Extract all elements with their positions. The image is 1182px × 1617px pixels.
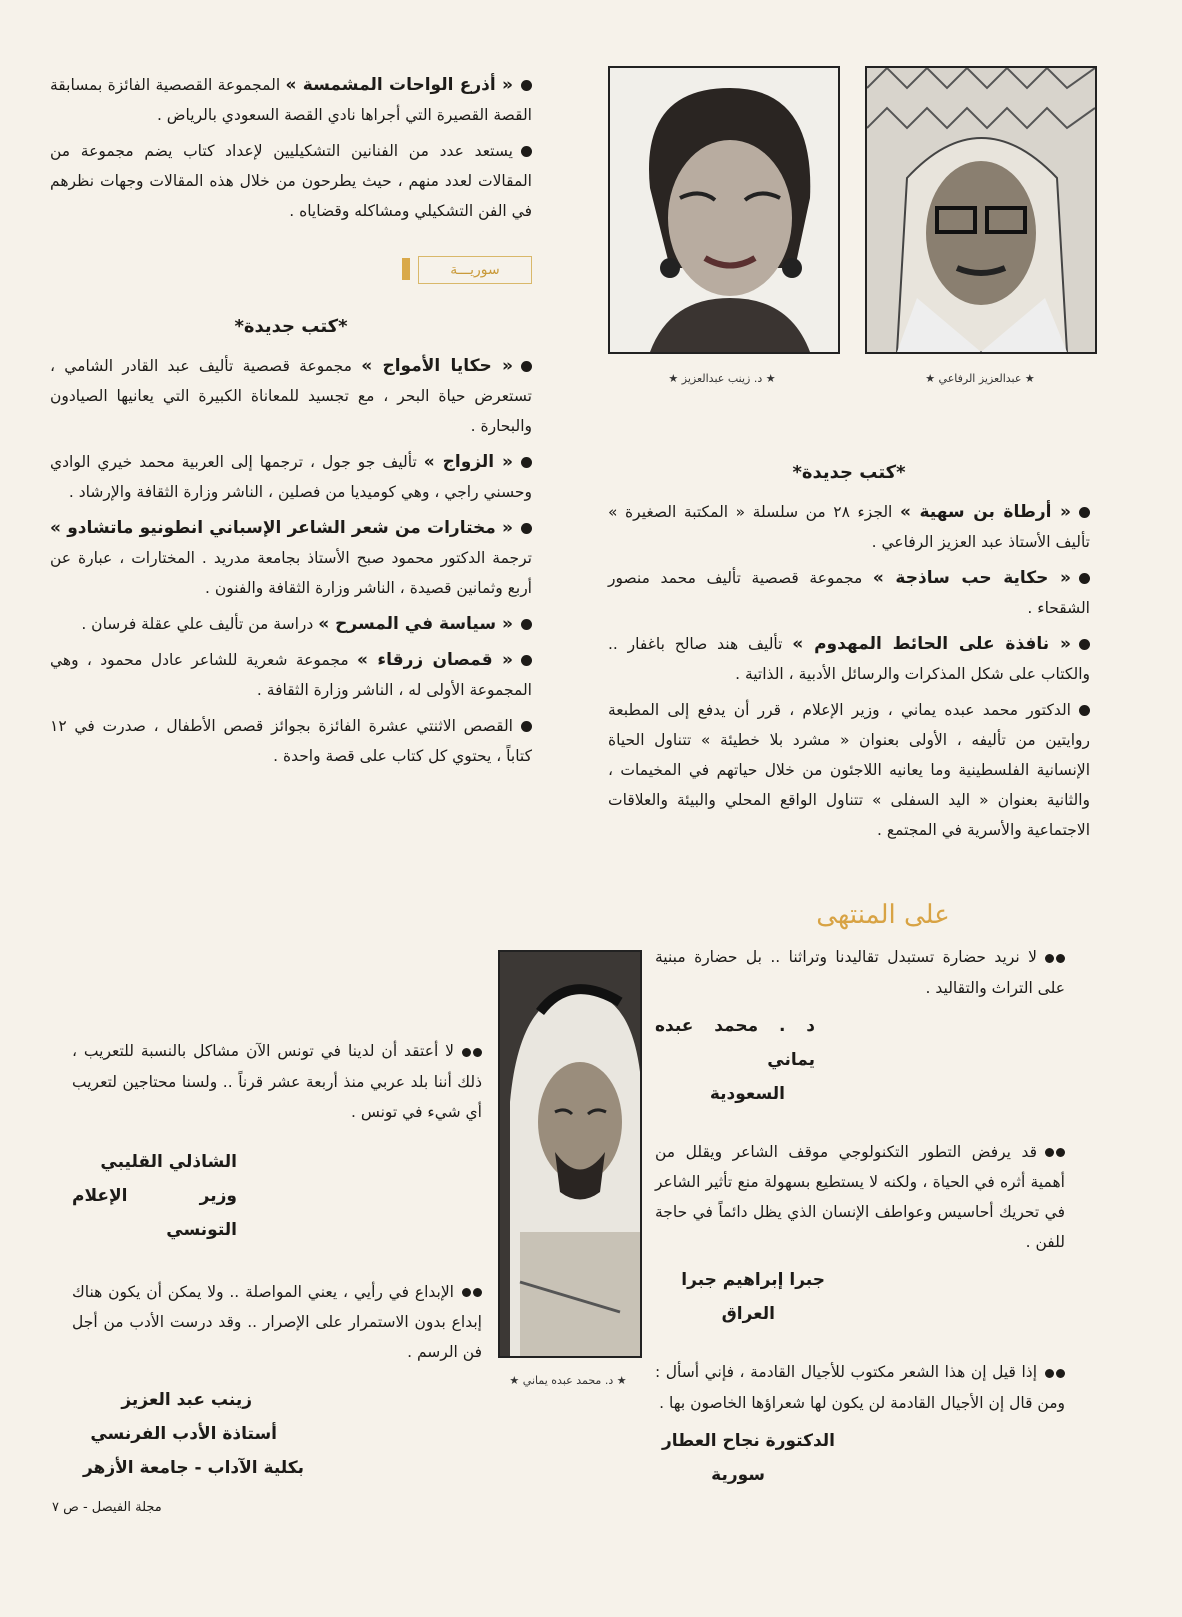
quote-item: لا نريد حضارة تستبدل تقاليدنا وتراثنا .. بل حضارة مبنية على التراث والتقاليد . — [655, 942, 1065, 1003]
bullet-icon — [521, 619, 532, 630]
book-item: القصص الاثنتي عشرة الفائزة بجوائز قصص الأطفال ، صدرت في ١٢ كتاباً ، يحتوي كل كتاب على قصة واحدة . — [50, 717, 532, 765]
quote-author-role: وزير الإعلام التونسي — [72, 1185, 237, 1240]
double-bullet-icon — [1043, 1358, 1065, 1388]
section-title-ala-almuntaha: على المنتهى — [816, 900, 950, 930]
quote-author-place: سورية — [711, 1464, 765, 1485]
quote-item: الإبداع في رأيي ، يعني المواصلة .. ولا يمكن أن يكون هناك إبداع بدون الاستمرار على الإصرار .. وقد درست الأدب من أجل فن الرسم . — [72, 1277, 482, 1368]
caption-photo-bottom: ★ د. محمد عبده يماني ★ — [509, 1374, 627, 1387]
bullet-icon — [521, 721, 532, 732]
bullet-icon — [521, 457, 532, 468]
bullet-icon — [1079, 573, 1090, 584]
bullet-icon — [1079, 507, 1090, 518]
book-item: الدكتور محمد عبده يماني ، وزير الإعلام ، قرر أن يدفع إلى المطبعة روايتين من تأليفه ، الأولى بعنوان « مشرد بلا خطيئة » تتناول الحياة الإنسانية الفلسطينية وما يعانيه اللاجئون من خلال حياتهم في المخيمات ، والثانية بعنوان « اليد السفلى » تتناول الواقع المحلي والبيئة والعلاقات الاجتماعية والأسرية في المجتمع . — [608, 701, 1090, 839]
bullet-icon — [521, 146, 532, 157]
quote-item: قد يرفض التطور التكنولوجي موقف الشاعر ويقلل من أهمية أثره في الحياة ، ولكنه لا يستطيع بسهولة منع تأثير الشاعر في تحريك أحاسيس وعواطف الإنسان الذي يظل دائماً في حاجة للفن . — [655, 1137, 1065, 1258]
new-books-heading: *كتب جديدة* — [792, 462, 906, 483]
news-item-2: يستعد عدد من الفنانين التشكيليين لإعداد كتاب يضم مجموعة من المقالات لعدد منهم ، حيث يطرحون من خلال هذه المقالات وجهات نظرهم في الفن التشكيلي ومشاكله وقضاياه . — [50, 142, 532, 220]
page-footer: مجلة الفيصل - ص ٧ — [52, 1500, 162, 1515]
bullet-icon — [521, 655, 532, 666]
section-label-syria: سوريـــة — [418, 256, 532, 284]
book-item: « الزواج » تأليف جو جول ، ترجمها إلى العربية محمد خيري الوادي وحسني راجي ، وهي كوميديا من فصلين ، الناشر وزارة الثقافة والإرشاد . — [50, 452, 532, 501]
quote-author-role: أستاذة الأدب الفرنسي — [90, 1424, 277, 1444]
quote-author: الشاذلي القليبي — [100, 1151, 237, 1172]
new-books-heading: *كتب جديدة* — [234, 316, 348, 337]
left-top-column — [50, 70, 532, 232]
quote-author: جبرا إبراهيم جبرا — [681, 1270, 825, 1290]
quote-author-place: العراق — [721, 1304, 775, 1324]
left-books-column — [50, 310, 532, 777]
quote-author: د . محمد عبده يماني — [655, 1015, 815, 1070]
quote-item: لا أعتقد أن لدينا في تونس الآن مشاكل بالنسبة للتعريب ، ذلك أننا بلد عربي منذ أربعة عشر قرناً .. ولسنا محتاجين لتعريب أي شيء في تونس . — [72, 1036, 482, 1127]
double-bullet-icon — [1043, 1137, 1065, 1167]
double-bullet-icon — [460, 1277, 482, 1307]
quote-author: الدكتورة نجاح العطار — [662, 1430, 835, 1451]
bullet-icon — [1079, 639, 1090, 650]
photo-zeinab-abdulaziz — [608, 66, 840, 354]
book-item: « حكايا الأمواج » مجموعة قصصية تأليف عبد القادر الشامي ، تستعرض حياة البحر ، مع تجسيد للمعاناة الكبيرة التي يعانيها الصيادون والبحارة . — [50, 356, 532, 435]
quote-item: إذا قيل إن هذا الشعر مكتوب للأجيال القادمة ، فإني أسأل : ومن قال إن الأجيال القادمة لن يكون لها شعراؤها الخاصون بها . — [655, 1357, 1065, 1418]
quotes-left-column — [72, 1036, 482, 1485]
caption-photo-left: ★ د. زينب عبدالعزيز ★ — [668, 372, 776, 385]
news-item-1: « أذرع الواحات المشمسة » المجموعة القصصية الفائزة بمسابقة القصة القصيرة التي أجراها نادي القصة السعودي بالرياض . — [50, 75, 532, 124]
book-item: « مختارات من شعر الشاعر الإسباني انطونيو ماتشادو » ترجمة الدكتور محمود صبح الأستاذ بجامعة مدريد . المختارات ، عبارة عن أربع وثمانين قصيدة ، الناشر وزارة الثقافة والفنون . — [50, 518, 532, 597]
right-books-column — [608, 456, 1090, 851]
quotes-right-column — [655, 942, 1065, 1492]
book-item: « سياسة في المسرح » دراسة من تأليف علي عقلة فرسان . — [50, 609, 532, 639]
photo-mohammed-abdo-yamani — [498, 950, 642, 1358]
quote-author: زينب عبد العزيز — [121, 1390, 252, 1410]
book-item: « حكاية حب ساذجة » مجموعة قصصية تأليف محمد منصور الشقحاء . — [608, 568, 1090, 617]
quote-author-place: السعودية — [709, 1083, 785, 1104]
bullet-icon — [521, 80, 532, 91]
photo-abdulaziz-alrifai — [865, 66, 1097, 354]
bullet-icon — [521, 361, 532, 372]
bullet-icon — [1079, 705, 1090, 716]
book-item: « قمصان زرقاء » مجموعة شعرية للشاعر عادل محمود ، وهي المجموعة الأولى له ، الناشر وزارة الثقافة . — [50, 650, 532, 699]
double-bullet-icon — [1043, 943, 1065, 973]
book-item: « أرطاة بن سهية » الجزء ٢٨ من سلسلة « المكتبة الصغيرة » تأليف الأستاذ عبد العزيز الرفاعي . — [608, 502, 1090, 551]
item-title: « أذرع الواحات المشمسة » — [285, 75, 513, 95]
bullet-icon — [521, 523, 532, 534]
book-item: « نافذة على الحائط المهدوم » تأليف هند صالح باغفار .. والكتاب على شكل المذكرات والرسائل الأدبية ، الذاتية . — [608, 634, 1090, 683]
section-tag-marker — [402, 258, 410, 280]
caption-photo-right: ★ عبدالعزيز الرفاعي ★ — [925, 372, 1035, 385]
double-bullet-icon — [460, 1037, 482, 1067]
quote-author-institution: بكلية الآداب - جامعة الأزهر — [82, 1458, 304, 1478]
